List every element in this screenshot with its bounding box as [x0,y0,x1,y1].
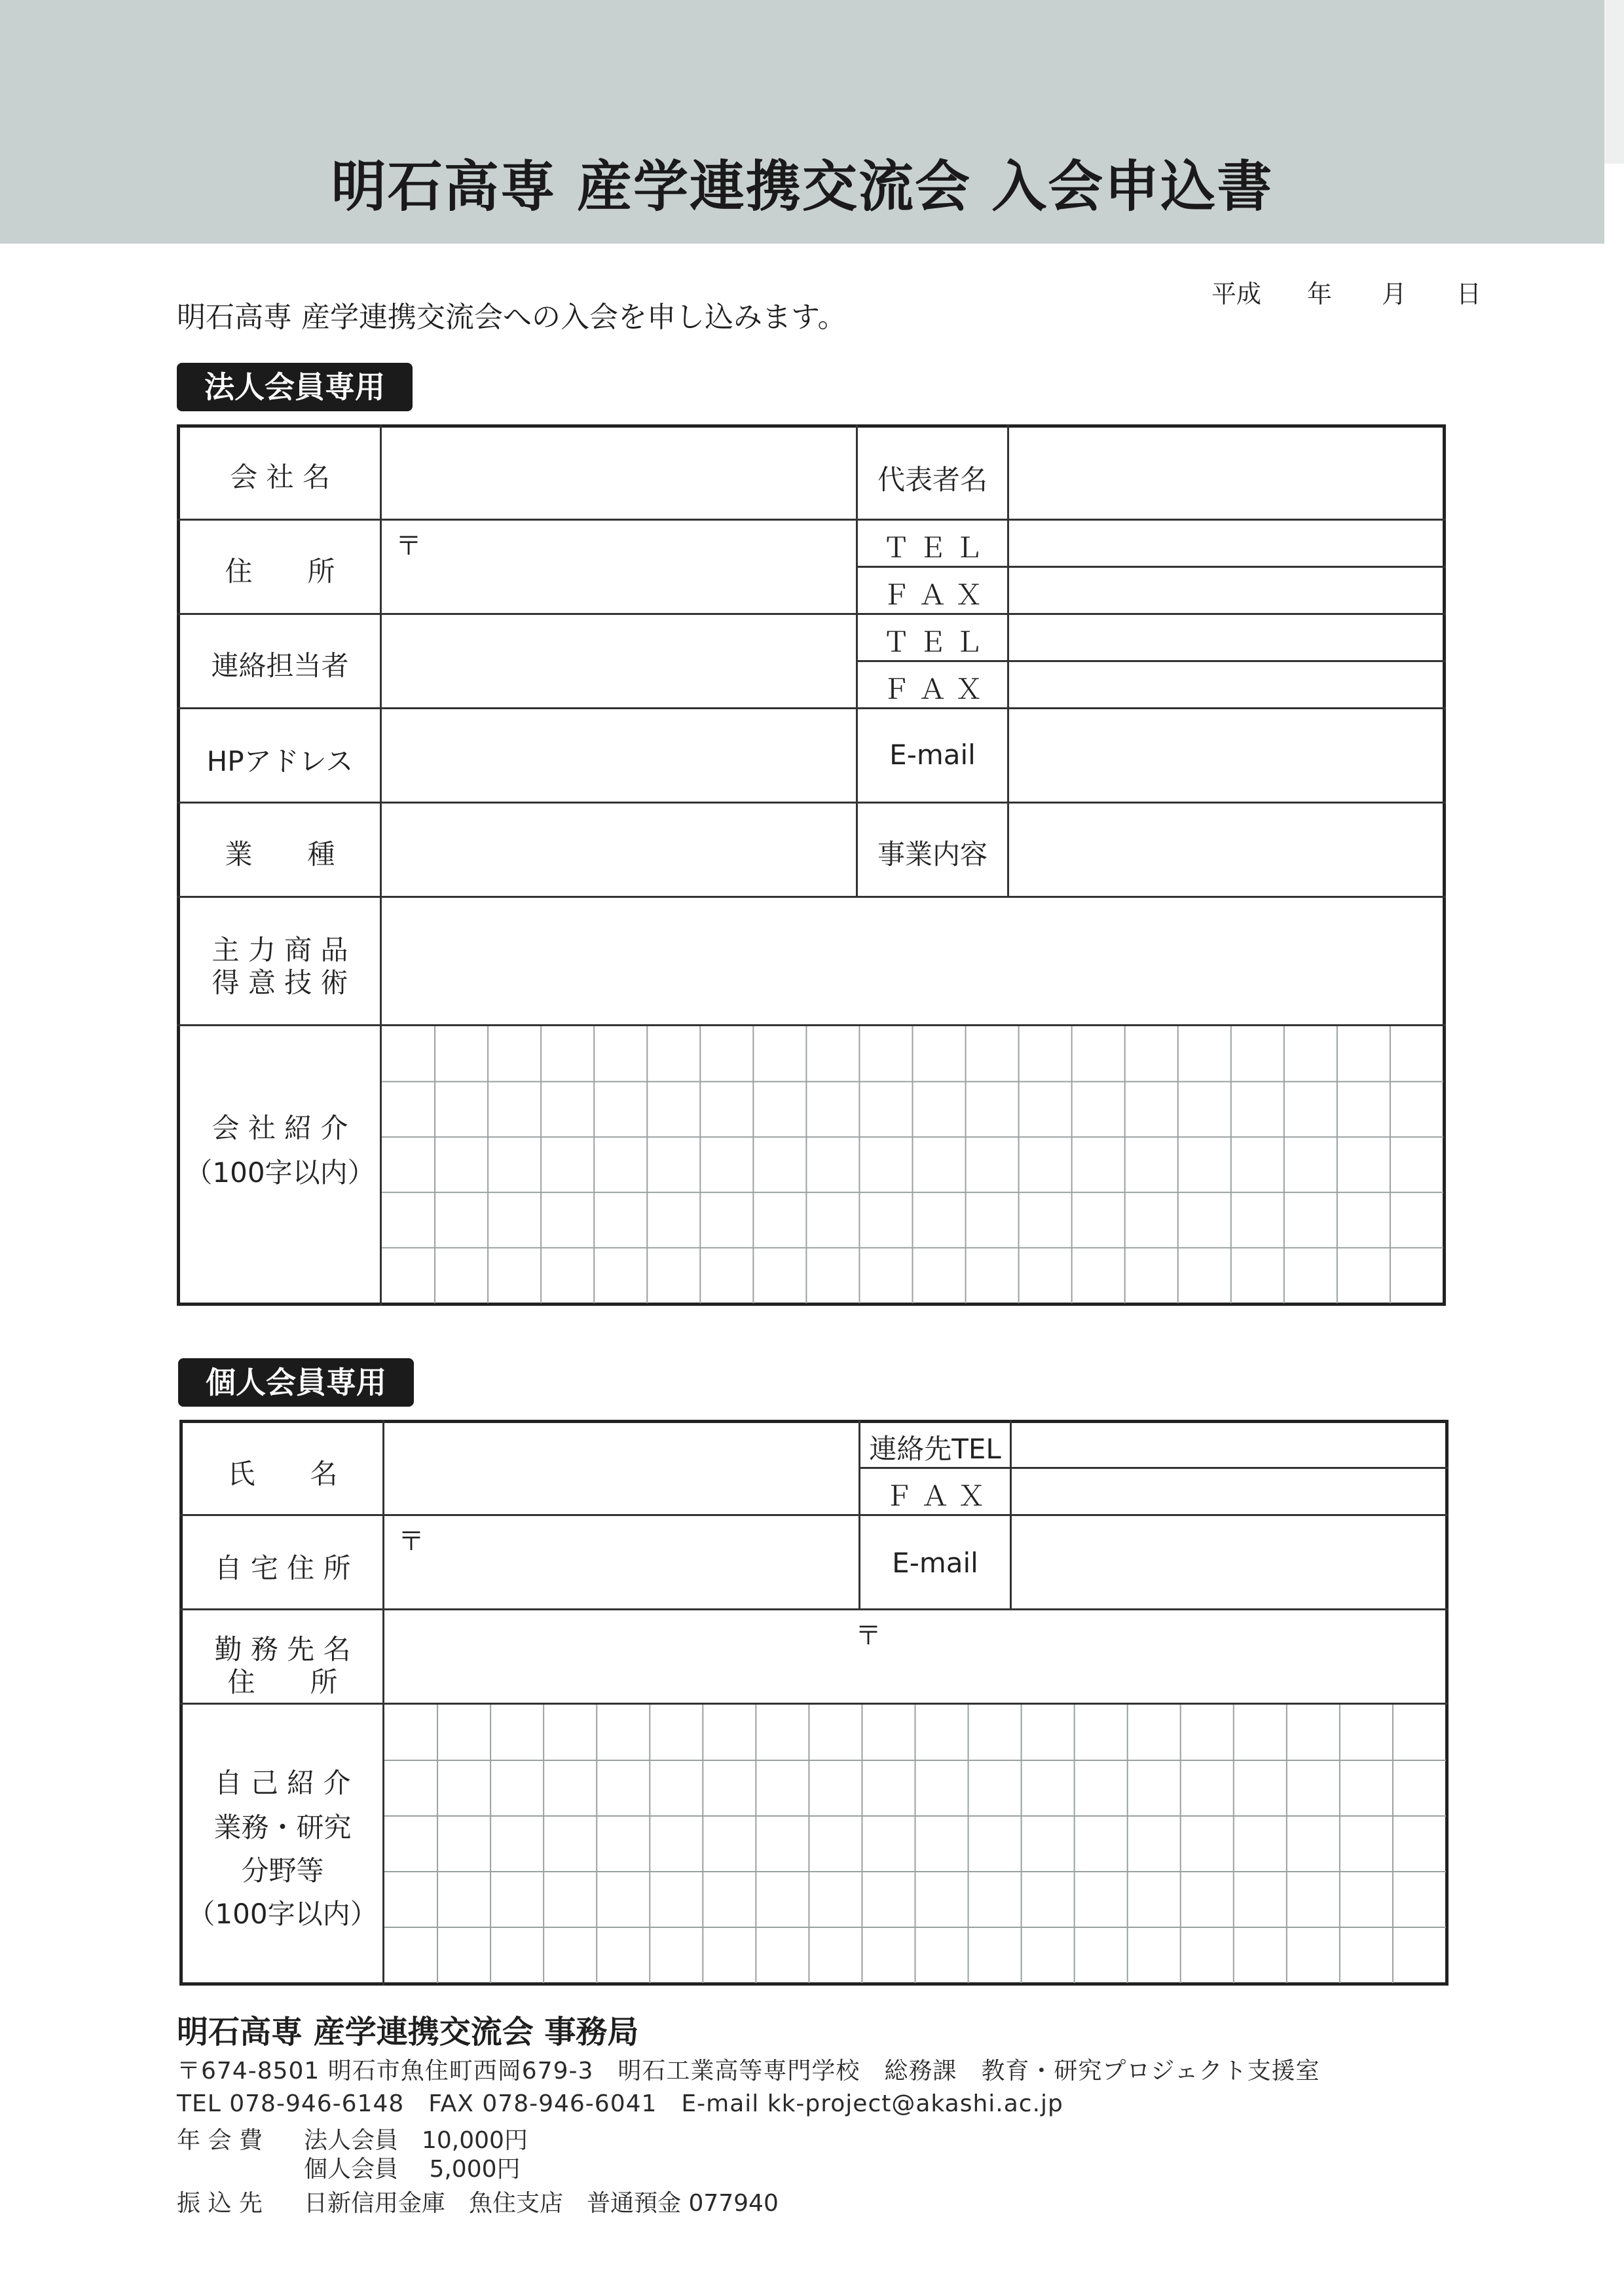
home-address-field[interactable] [385,1517,857,1607]
self-intro-sub2: 分野等 [241,1855,324,1887]
fee-individual: 個人会員 5,000円 [304,2156,521,2183]
indiv-fax-field[interactable] [1012,1470,1446,1513]
company-name-field[interactable] [382,427,854,517]
corporate-section-label: 法人会員専用 [177,363,413,411]
bank-account: 日新信用金庫 魚住支店 普通預金 077940 [304,2190,779,2217]
indiv-fax-label: Ｆ Ａ Ｘ [885,1480,986,1512]
self-intro-sub1: 業務・研究 [213,1811,352,1843]
workplace-address-label: 住 所 [227,1666,338,1698]
name-field[interactable] [385,1422,857,1513]
main-products-field[interactable] [382,898,1443,1023]
representative-field[interactable] [1010,427,1443,517]
self-intro-grid[interactable] [384,1705,1446,1983]
indiv-subrow-line [858,1467,1449,1469]
corp-subrow-line [856,660,1446,662]
contact-fax-label: Ｆ Ａ Ｘ [882,673,983,705]
corp-row-line [177,896,1446,898]
company-intro-limit: （100字以内） [185,1157,375,1189]
corp-row-line [177,519,1446,521]
intro-text: 明石高専 産学連携交流会への入会を申し込みます。 [177,301,847,334]
business-field[interactable] [1010,804,1443,895]
representative-label: 代表者名 [877,464,987,496]
date-era: 平成 [1211,280,1262,308]
indiv-row-line [179,1514,1449,1516]
indiv-tel-label: 連絡先TEL [869,1433,1001,1465]
contact-person-label: 連絡担当者 [211,650,349,682]
home-address-label: 自 宅 住 所 [214,1552,351,1584]
individual-section-label: 個人会員専用 [178,1358,414,1407]
indiv-row-line [179,1608,1449,1610]
date-month: 月 [1382,280,1407,308]
corp-email-label: E-mail [889,739,976,771]
workplace-postal-mark: 〒 [855,1621,881,1651]
corp-address-label: 住 所 [225,555,335,587]
bank-label: 振 込 先 [177,2190,263,2217]
business-label: 事業内容 [877,838,987,870]
main-skills-label: 得 意 技 術 [212,967,348,999]
corp-row-line [177,613,1446,615]
banner-edge [1604,0,1624,164]
company-name-label: 会 社 名 [230,461,330,493]
corp-tel-field[interactable] [1010,521,1443,565]
contact-tel-field[interactable] [1010,616,1443,659]
corp-fax-label: Ｆ Ａ Ｘ [882,579,983,611]
company-intro-label: 会 社 紹 介 [212,1112,348,1144]
contact-fax-field[interactable] [1010,663,1443,706]
indiv-tel-field[interactable] [1012,1422,1446,1466]
corp-subrow-line [856,566,1446,568]
date-year: 年 [1307,280,1333,308]
industry-label: 業 種 [225,838,335,870]
contact-person-field[interactable] [382,616,854,706]
corp-tel-label: Ｔ Ｅ Ｌ [882,532,983,564]
main-products-label: 主 力 商 品 [212,934,348,966]
indiv-email-field[interactable] [1012,1517,1446,1607]
contact-tel-label: Ｔ Ｅ Ｌ [882,626,983,658]
corp-email-field[interactable] [1010,710,1443,800]
office-contact: TEL 078-946-6148 FAX 078-946-6041 E-mail kk-project@akashi.ac.jp [177,2090,1063,2117]
office-address: 〒674-8501 明石市魚住町西岡679-3 明石工業高等専門学校 総務課 教育・研究プロジェクト支援室 [177,2058,1320,2084]
self-intro-label: 自 己 紹 介 [214,1767,351,1799]
hp-address-field[interactable] [382,710,854,800]
corp-row-line [177,802,1446,804]
corp-row-line [177,707,1446,709]
indiv-email-label: E-mail [892,1547,978,1579]
workplace-name-label: 勤 務 先 名 [214,1633,351,1665]
date-day: 日 [1456,280,1482,308]
self-intro-limit: （100字以内） [187,1898,378,1930]
home-postal-mark: 〒 [398,1527,424,1557]
fee-label: 年 会 費 [177,2127,263,2154]
company-intro-grid[interactable] [382,1026,1443,1303]
fee-corporate: 法人会員 10,000円 [304,2127,528,2154]
corp-address-field[interactable] [382,521,854,612]
workplace-field[interactable] [385,1611,1446,1701]
corp-fax-field[interactable] [1010,568,1443,612]
office-title: 明石高専 産学連携交流会 事務局 [177,2014,639,2050]
page-title: 明石高専 産学連携交流会 入会申込書 [331,155,1274,219]
industry-field[interactable] [382,804,854,895]
name-label: 氏 名 [227,1458,338,1490]
corp-postal-mark: 〒 [396,531,422,561]
hp-address-label: HPアドレス [206,745,354,777]
